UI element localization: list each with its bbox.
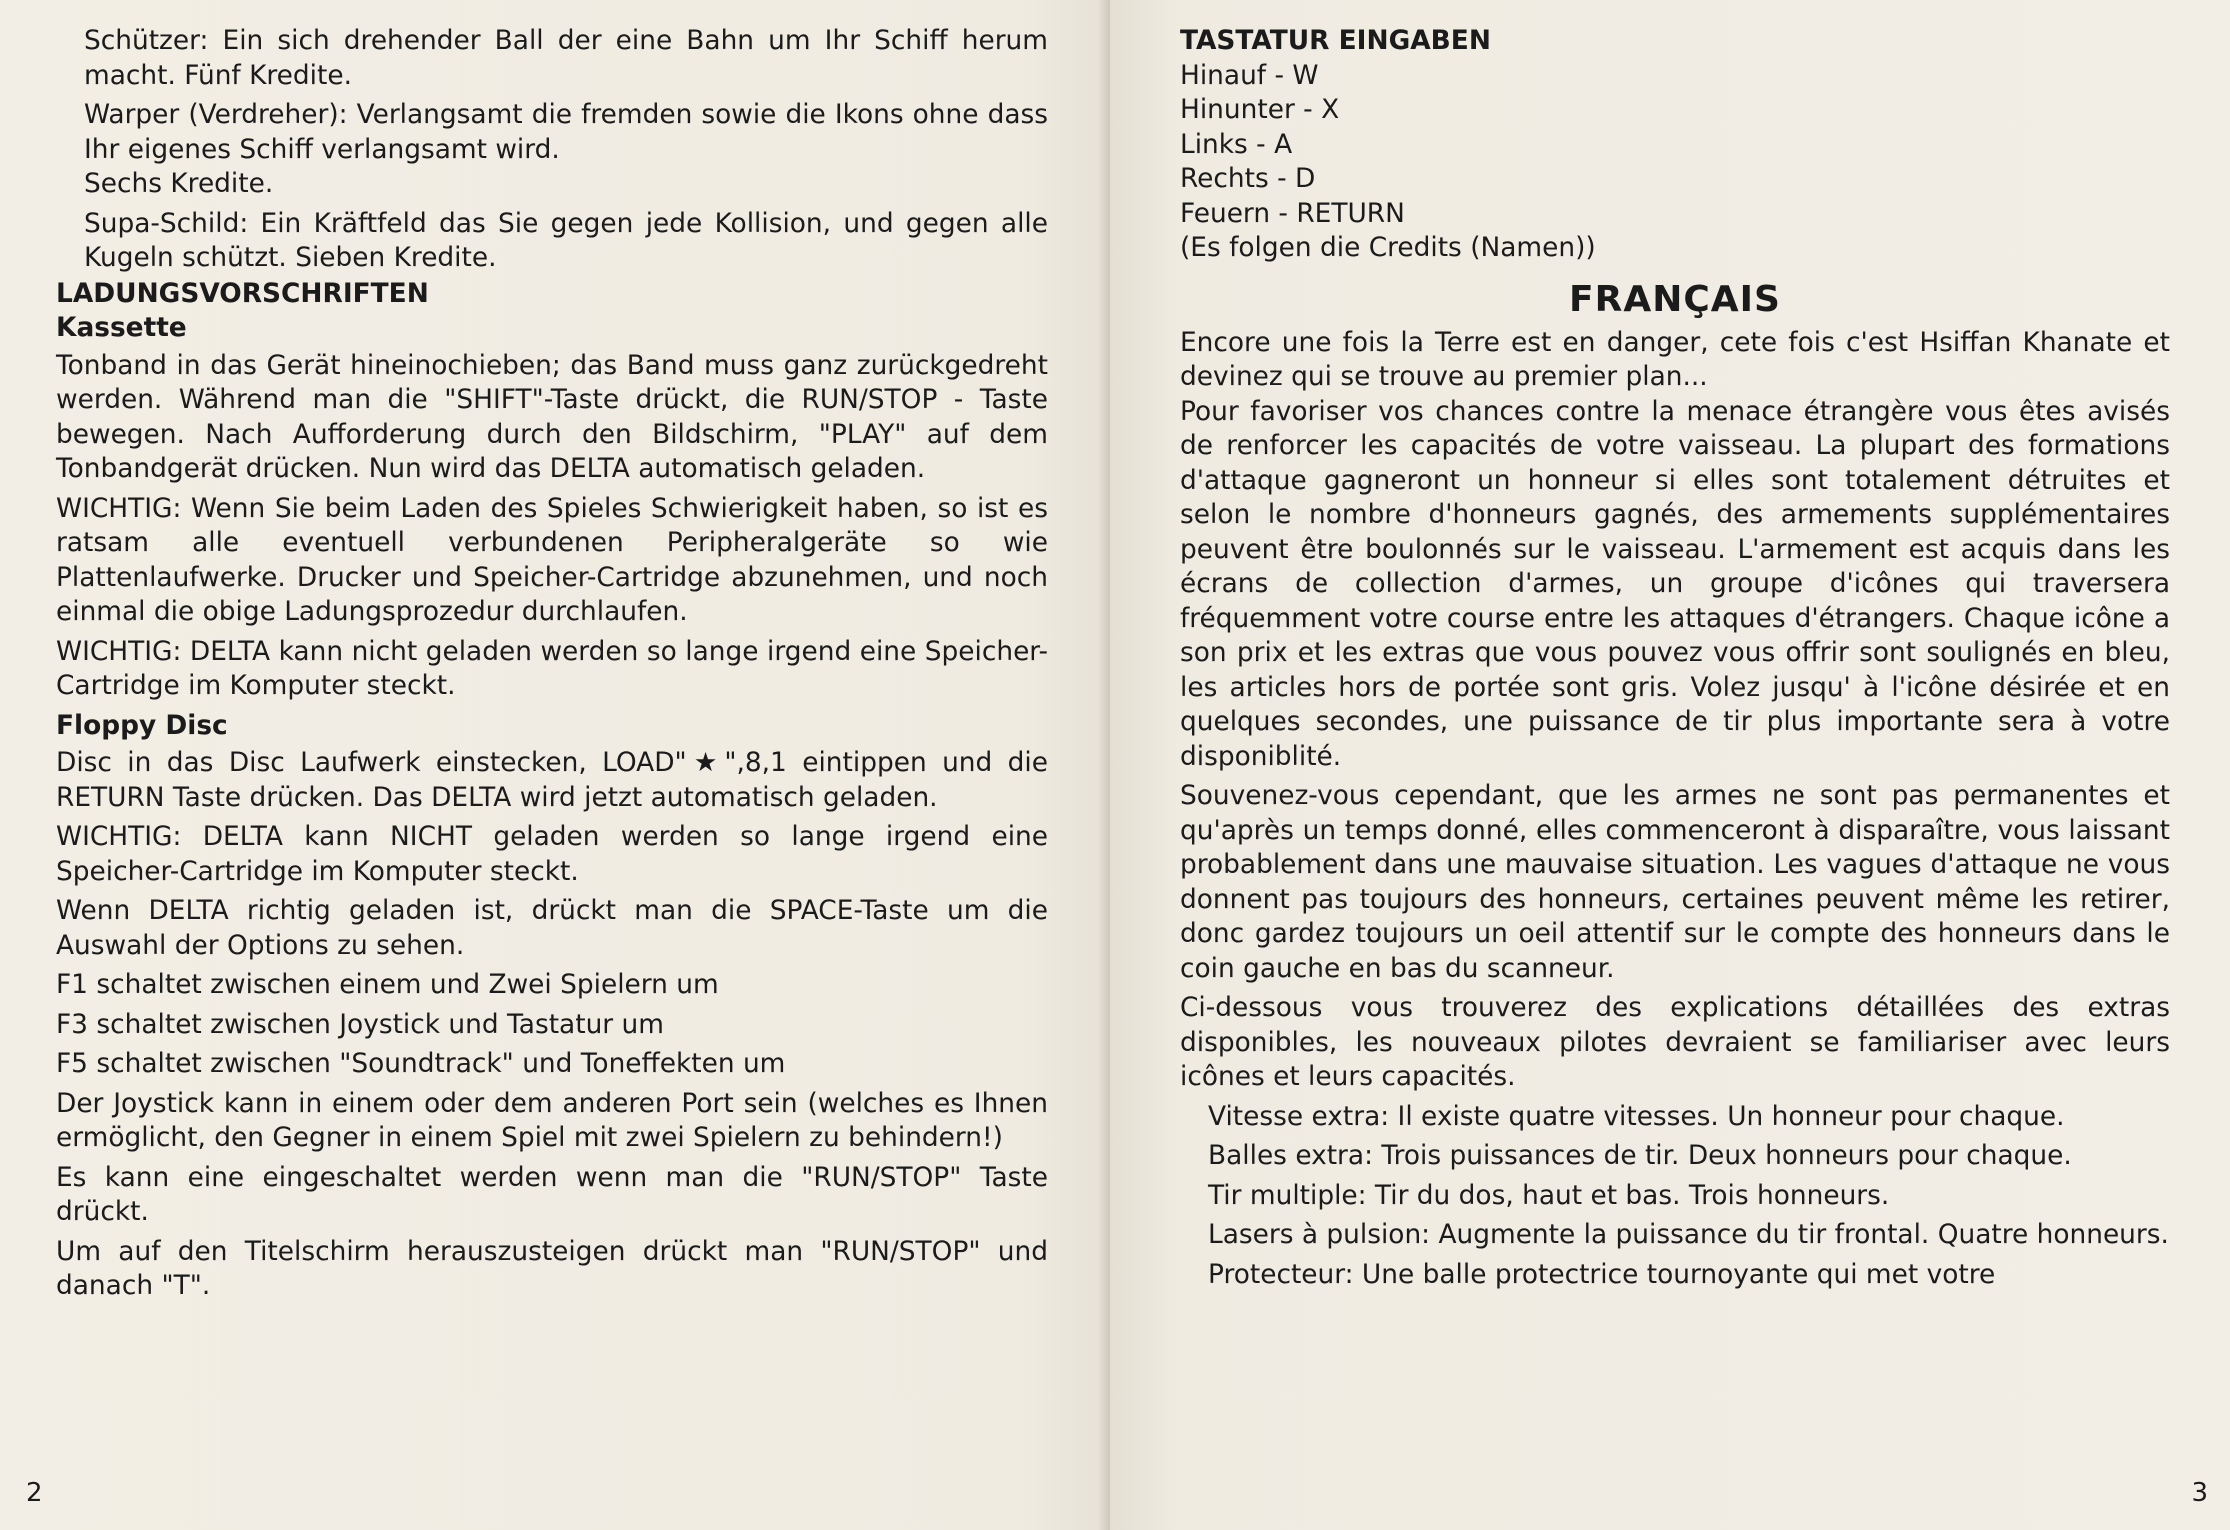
key-line: Hinunter - X bbox=[1180, 94, 1340, 125]
pause-paragraph: Es kann eine eingeschaltet werden wenn man die "RUN/STOP" Taste drückt. bbox=[56, 1161, 1048, 1227]
f5-line: F5 schaltet zwischen "Soundtrack" und Toneffekten um bbox=[56, 1048, 786, 1079]
lasers-paragraph: Lasers à pulsion: Augmente la puissance du tir frontal. Quatre honneurs. bbox=[1208, 1219, 2169, 1250]
heading-tastatur-eingaben: TASTATUR EINGABEN bbox=[1180, 25, 1491, 56]
favoriser-paragraph: Pour favoriser vos chances contre la menace étrangère vous êtes avisés de renforcer les capacités de votre vaisseau. La plupart des formations d'attaque gagneront un honneur si elles sont totalement détruites et selon le nombre d'honneurs gagnés, des armements supplémentaires peuvent être boulonnés sur le vaisseau. L'armement est acquis dans les écrans de collection d'armes, un groupe d'icônes qui traversera fréquemment votre course entre les attaques d'étrangers. Chaque icône a son prix et les extras que vous pouvez vous offrir sont soulignés en bleu, les articles hors de portée sont gris. Volez jusqu' à l'icône désirée et en quelques secondes, une puissance de tir plus importante sera à votre disponiblité. bbox=[1180, 395, 2170, 772]
warper-credits: Sechs Kredite. bbox=[84, 168, 274, 199]
vitesse-extra-paragraph: Vitesse extra: Il existe quatre vitesses. Un honneur pour chaque. bbox=[1208, 1100, 2065, 1132]
balles-extra-paragraph: Balles extra: Trois puissances de tir. Deux honneurs pour chaque. bbox=[1208, 1140, 2072, 1171]
key-line: Feuern - RETURN bbox=[1180, 197, 1405, 229]
key-line: Hinauf - W bbox=[1180, 59, 1319, 91]
key-line: Links - A bbox=[1180, 128, 1293, 160]
right-page bbox=[1110, 0, 2230, 1530]
joystick-paragraph: Der Joystick kann in einem oder dem anderen Port sein (welches es Ihnen ermöglicht, den Gegner in einem Spiel mit zwei Spielern zu behindern!) bbox=[56, 1087, 1048, 1153]
key-line: Rechts - D bbox=[1180, 163, 1316, 194]
right-page-text bbox=[1180, 24, 2170, 1297]
intro-paragraph: Encore une fois la Terre est en danger, cete fois c'est Hsiffan Khanate et devinez qui se trouve au premier plan... bbox=[1180, 326, 2170, 392]
heading-floppy-disc: Floppy Disc bbox=[56, 709, 228, 741]
space-paragraph: Wenn DELTA richtig geladen ist, drückt man die SPACE-Taste um die Auswahl der Options zu sehen. bbox=[56, 895, 1048, 961]
left-page-text bbox=[56, 24, 1048, 1309]
protecteur-paragraph: Protecteur: Une balle protectrice tournoyante qui met votre bbox=[1208, 1258, 1996, 1290]
f1-line: F1 schaltet zwischen einem und Zwei Spielern um bbox=[56, 969, 719, 1000]
page-number-right: 3 bbox=[2191, 1478, 2208, 1508]
tonband-paragraph: Tonband in das Gerät hineinochieben; das Band muss ganz zurückgedreht werden. Während man die "SHIFT"-Taste drückt, die RUN/STOP - Taste bewegen. Nach Aufforderung durch den Bildschirm, "PLAY" auf dem Tonbandgerät drücken. Nun wird das DELTA automatisch geladen. bbox=[56, 349, 1048, 484]
disc-paragraph: Disc in das Disc Laufwerk einstecken, LOAD"★",8,1 eintippen und die RETURN Taste drücken. Das DELTA wird jetzt automatisch geladen. bbox=[56, 747, 1048, 813]
wichtig-paragraph-1: WICHTIG: Wenn Sie beim Laden des Spieles Schwierigkeit haben, so ist es ratsam alle eventuell verbundenen Peripheralgeräte so wie Plattenlaufwerke. Drucker und Speicher-Cartridge abzunehmen, und noch einmal die obige Ladungsprozedur durchlaufen. bbox=[56, 492, 1048, 627]
wichtig-paragraph-2: WICHTIG: DELTA kann nicht geladen werden so lange irgend eine Speicher-Cartridge im Komputer steckt. bbox=[56, 635, 1048, 701]
heading-kassette: Kassette bbox=[56, 312, 187, 343]
page-number-left: 2 bbox=[26, 1478, 43, 1508]
schuetzer-paragraph: Schützer: Ein sich drehender Ball der eine Bahn um Ihr Schiff herum macht. Fünf Kredite. bbox=[84, 25, 1048, 91]
supa-schild-paragraph: Supa-Schild: Ein Kräftfeld das Sie gegen jede Kollision, und gegen alle Kugeln schützt. Sieben Kredite. bbox=[84, 207, 1048, 273]
f3-line: F3 schaltet zwischen Joystick und Tastatur um bbox=[56, 1008, 664, 1040]
heading-francais: FRANÇAIS bbox=[1569, 278, 1781, 320]
tir-multiple-paragraph: Tir multiple: Tir du dos, haut et bas. Trois honneurs. bbox=[1208, 1179, 1890, 1211]
ci-dessous-paragraph: Ci-dessous vous trouverez des explications détaillées des extras disponibles, les nouveaux pilotes devraient se familiariser avec leurs icônes et leurs capacités. bbox=[1180, 992, 2170, 1092]
credits-line: (Es folgen die Credits (Namen)) bbox=[1180, 232, 1596, 263]
heading-ladungsvorschriften: LADUNGSVORSCHRIFTEN bbox=[56, 277, 429, 309]
warper-paragraph: Warper (Verdreher): Verlangsamt die fremden sowie die Ikons ohne dass Ihr eigenes Schiff verlangsamt wird. bbox=[84, 99, 1048, 165]
wichtig-paragraph-3: WICHTIG: DELTA kann NICHT geladen werden so lange irgend eine Speicher-Cartridge im Komputer steckt. bbox=[56, 821, 1048, 887]
left-page bbox=[0, 0, 1110, 1530]
titelschirm-paragraph: Um auf den Titelschirm herauszusteigen drückt man "RUN/STOP" und danach "T". bbox=[56, 1235, 1048, 1301]
souvenez-paragraph: Souvenez-vous cependant, que les armes ne sont pas permanentes et qu'après un temps donné, elles commenceront à disparaître, vous laissant probablement dans une mauvaise situation. Les vagues d'attaque ne vous donnent pas toujours des honneurs, certaines peuvent même les retirer, donc gardez toujours un oeil attentif sur le compte des honneurs dans le coin gauche en bas du scanneur. bbox=[1180, 780, 2170, 984]
